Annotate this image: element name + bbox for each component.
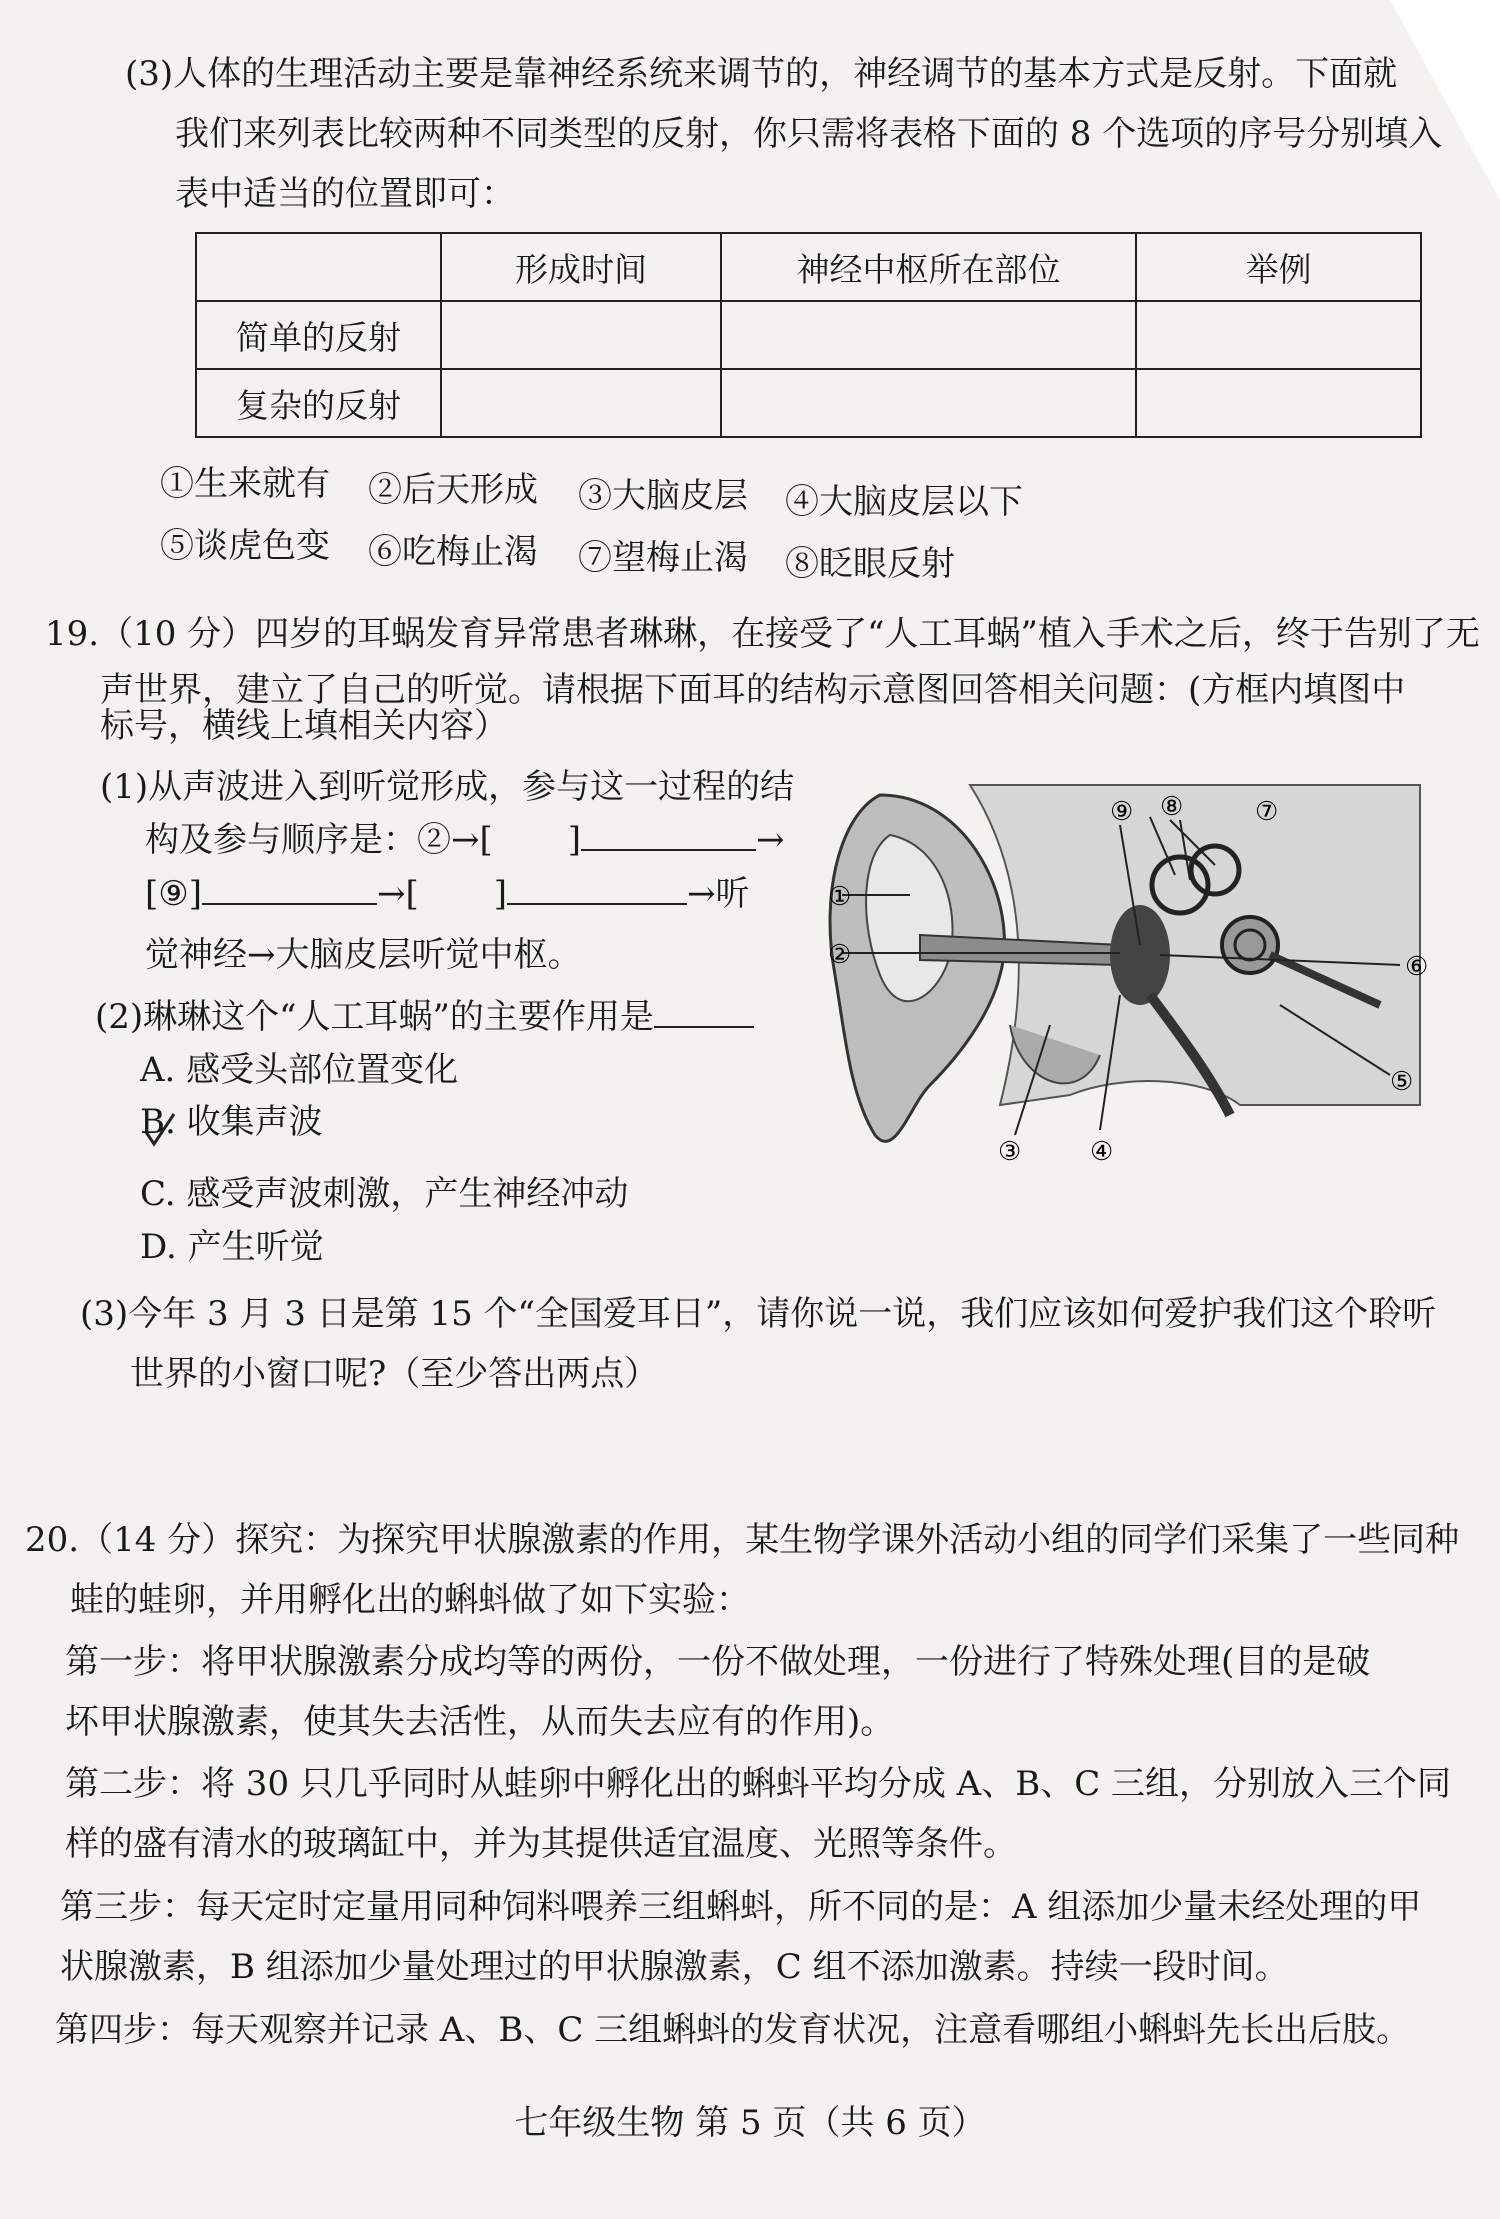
figure-label-2: ② xyxy=(828,940,852,970)
table-row xyxy=(196,301,1421,369)
q20-step2a: 第二步：将 30 只几乎同时从蛙卵中孵化出的蝌蚪平均分成 A、B、C 三组，分别放入三个同 xyxy=(65,1764,1452,1804)
q19-2-line xyxy=(95,995,754,1039)
figure-label-1: ① xyxy=(828,882,852,912)
choice-d: D. 产生听觉 xyxy=(140,1227,324,1267)
table-cell-answer[interactable] xyxy=(441,301,721,369)
q19-1-text-f: ] xyxy=(493,874,508,914)
q20-step1b: 坏甲状腺激素，使其失去活性，从而失去应有的作用)。 xyxy=(65,1702,895,1742)
figure-label-5: ⑤ xyxy=(1390,1067,1414,1097)
q19-line2: 声世界，建立了自己的听觉。请根据下面耳的结构示意图回答相关问题：(方框内填图中 xyxy=(100,670,1406,710)
ear-structure-diagram xyxy=(820,775,1440,1175)
q19-2-text: (2)琳琳这个“人工耳蜗”的主要作用是 xyxy=(95,997,654,1037)
q19-1-line3 xyxy=(145,872,750,916)
check-mark-icon xyxy=(140,1110,180,1150)
table-row xyxy=(196,369,1421,437)
figure-label-7: ⑦ xyxy=(1255,797,1279,827)
answer-blank[interactable] xyxy=(507,903,687,905)
q19-1-text-b: ] xyxy=(567,820,582,860)
q19-1-text-g: →听 xyxy=(687,874,750,914)
q18-3-line3: 表中适当的位置即可： xyxy=(175,174,515,214)
page-footer: 七年级生物 第 5 页（共 6 页） xyxy=(514,2103,986,2143)
answer-blank[interactable] xyxy=(654,1026,754,1028)
table-cell-answer[interactable] xyxy=(441,369,721,437)
folded-corner xyxy=(1390,0,1500,200)
figure-label-3: ③ xyxy=(998,1137,1022,1167)
option-8: ⑧眨眼反射 xyxy=(785,544,955,584)
table-cell-answer[interactable] xyxy=(721,369,1136,437)
q19-3-line2: 世界的小窗口呢?（至少答出两点） xyxy=(130,1354,659,1394)
answer-blank[interactable] xyxy=(581,849,756,851)
q20-step1a: 第一步：将甲状腺激素分成均等的两份，一份不做处理，一份进行了特殊处理(目的是破 xyxy=(65,1642,1371,1682)
q19-1-text-a: 构及参与顺序是：②→[ xyxy=(145,820,493,860)
table-header-example: 举例 xyxy=(1136,233,1421,301)
choice-a: A. 感受头部位置变化 xyxy=(140,1050,459,1090)
table-header-formation-time: 形成时间 xyxy=(441,233,721,301)
option-6: ⑥吃梅止渴 xyxy=(368,532,538,572)
q20-step4: 第四步：每天观察并记录 A、B、C 三组蝌蚪的发育状况，注意看哪组小蝌蚪先长出后肢。 xyxy=(55,2010,1411,2050)
table-header-empty xyxy=(196,233,441,301)
q20-line2: 蛙的蛙卵，并用孵化出的蝌蚪做了如下实验： xyxy=(70,1580,750,1620)
option-3: ③大脑皮层 xyxy=(578,476,748,516)
q19-1-line2 xyxy=(145,818,785,862)
reflex-comparison-table xyxy=(195,232,1422,438)
q19-1-text-e: →[ xyxy=(377,874,419,914)
table-row-simple-reflex: 简单的反射 xyxy=(196,301,441,369)
choice-c: C. 感受声波刺激，产生神经冲动 xyxy=(140,1174,629,1214)
option-7: ⑦望梅止渴 xyxy=(578,538,748,578)
figure-label-6: ⑥ xyxy=(1405,952,1429,982)
table-cell-answer[interactable] xyxy=(1136,369,1421,437)
q19-3-line1: (3)今年 3 月 3 日是第 15 个“全国爱耳日”，请你说一说，我们应该如何爱护我们这个聆听 xyxy=(80,1294,1437,1334)
option-2: ②后天形成 xyxy=(368,470,538,510)
figure-label-4: ④ xyxy=(1090,1137,1114,1167)
cochlea xyxy=(1222,917,1278,973)
q20-step2b: 样的盛有清水的玻璃缸中，并为其提供适宜温度、光照等条件。 xyxy=(65,1824,1017,1864)
q20-line1: 20.（14 分）探究：为探究甲状腺激素的作用，某生物学课外活动小组的同学们采集了一些同种 xyxy=(25,1520,1460,1560)
answer-blank[interactable] xyxy=(202,903,377,905)
table-cell-answer[interactable] xyxy=(1136,301,1421,369)
table-header-row xyxy=(196,233,1421,301)
table-row-complex-reflex: 复杂的反射 xyxy=(196,369,441,437)
q19-1-text-c: → xyxy=(756,820,785,860)
q19-1-line1: (1)从声波进入到听觉形成，参与这一过程的结 xyxy=(100,767,795,807)
table-header-nerve-center: 神经中枢所在部位 xyxy=(721,233,1136,301)
figure-label-8: ⑧ xyxy=(1160,792,1184,822)
q19-1-text-d: [⑨] xyxy=(145,874,203,914)
figure-label-9: ⑨ xyxy=(1110,797,1134,827)
option-1: ①生来就有 xyxy=(160,464,330,504)
option-4: ④大脑皮层以下 xyxy=(785,482,1023,522)
choice-b: B. 收集声波 xyxy=(140,1102,323,1142)
table-cell-answer[interactable] xyxy=(721,301,1136,369)
q18-3-line1: (3)人体的生理活动主要是靠神经系统来调节的，神经调节的基本方式是反射。下面就 xyxy=(125,54,1398,94)
q18-3-line2: 我们来列表比较两种不同类型的反射，你只需将表格下面的 8 个选项的序号分别填入 xyxy=(175,114,1443,154)
q19-1-line4: 觉神经→大脑皮层听觉中枢。 xyxy=(145,935,582,975)
q19-line1: 19.（10 分）四岁的耳蜗发育异常患者琳琳，在接受了“人工耳蜗”植入手术之后，终于告别了无 xyxy=(45,614,1480,654)
option-5: ⑤谈虎色变 xyxy=(160,526,330,566)
q20-step3a: 第三步：每天定时定量用同种饲料喂养三组蝌蚪，所不同的是：A 组添加少量未经处理的甲 xyxy=(60,1887,1422,1927)
q20-step3b: 状腺激素，B 组添加少量处理过的甲状腺激素，C 组不添加激素。持续一段时间。 xyxy=(60,1947,1289,1987)
q19-line3: 标号，横线上填相关内容） xyxy=(100,706,508,746)
